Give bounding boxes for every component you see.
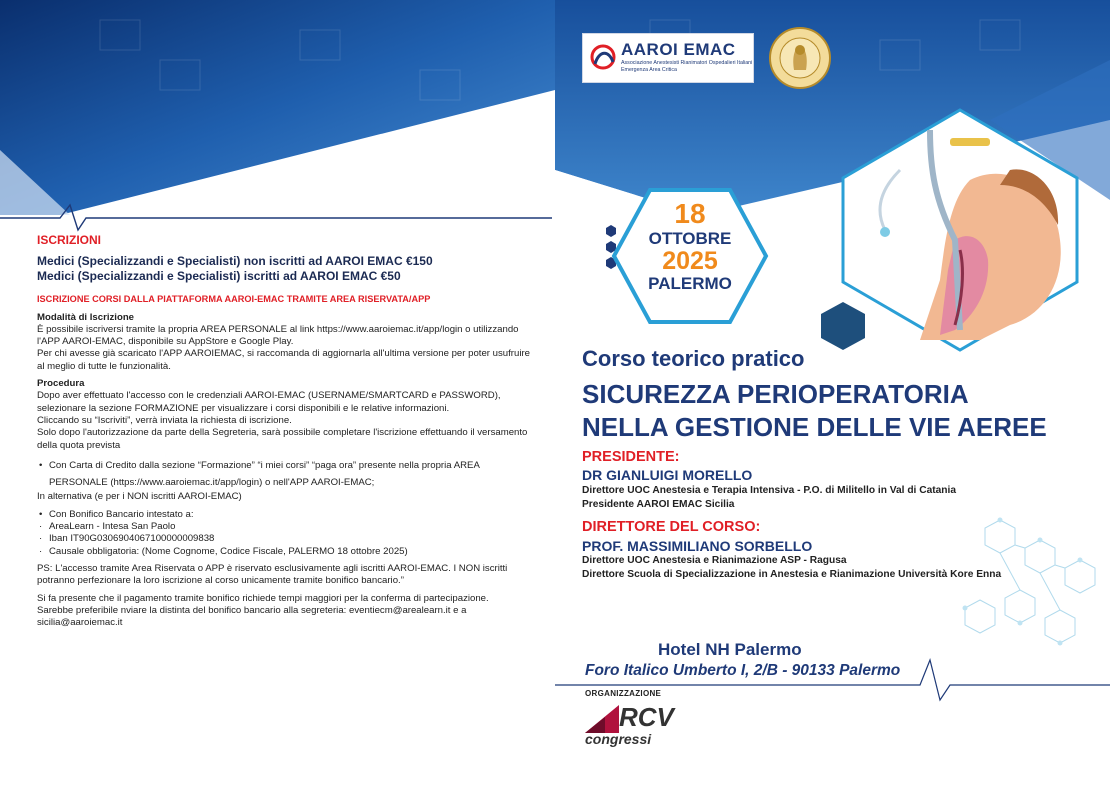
- procedura-text-3: Solo dopo l'autorizzazione da parte della Segreteria, sarà possibile completare l'iscrizione effettuando il versamento della quota prevista: [37, 427, 528, 451]
- president-line-2: Presidente AAROI EMAC Sicilia: [582, 499, 735, 510]
- venue-address: Foro Italico Umberto I, 2/B - 90133 Palermo: [585, 662, 901, 679]
- president-details: [582, 484, 956, 512]
- event-year: 2025: [662, 247, 718, 275]
- event-date: [620, 200, 760, 292]
- procedura-text-1: Dopo aver effettuato l'accesso con le credenziali AAROI-EMAC (USERNAME/SMARTCARD e PASSWORD), selezionare la sezione FORMAZIONE per visualizzare i corsi disponibili e le relative informazioni.: [37, 390, 501, 414]
- course-title: [582, 378, 1047, 444]
- navy-hexagon: [821, 302, 865, 350]
- event-city: PALERMO: [648, 274, 732, 293]
- payment-card-item: • Con Carta di Credito dalla sezione “Formazione” “i miei corsi” “paga ora” presente nella propria AREA PERSONALE (https://www.aaroiemac.it/app/login) o nell'APP AAROI-EMAC;: [37, 457, 537, 491]
- price-non-member: Medici (Specializzandi e Specialisti) non iscritti ad AAROI EMAC €150: [37, 254, 433, 269]
- president-role: PRESIDENTE:: [582, 449, 680, 465]
- director-line-2: Direttore Scuola di Specializzazione in Anestesia e Rianimazione Università Kore Enna: [582, 569, 1002, 580]
- procedura-title: Procedura: [37, 378, 85, 390]
- registration-panel: [37, 234, 537, 630]
- modalita-title: Modalità di Iscrizione: [37, 311, 135, 323]
- president-name: DR GIANLUIGI MORELLO: [582, 467, 753, 483]
- director-name: PROF. MASSIMILIANO SORBELLO: [582, 538, 813, 554]
- price-member: Medici (Specializzandi e Specialisti) iscritti ad AAROI EMAC €50: [37, 269, 401, 284]
- aaroi-emac-logo: [582, 33, 754, 83]
- rcv-logo-main: RCV: [619, 702, 674, 732]
- event-day: 18: [674, 198, 706, 229]
- university-seal: [768, 26, 832, 90]
- director-line-1: Direttore UOC Anestesia e Rianimazione ASP - Ragusa: [582, 555, 847, 566]
- aaroi-logo-name: AAROI EMAC: [621, 40, 736, 59]
- modalita-text-2: Per chi avesse già scaricato l'APP AAROIEMAC, si raccomanda di aggiornarla all'ultima versione per poter usufruire al meglio di tutte le funzionalità.: [37, 348, 530, 372]
- rcv-logo-sub: congressi: [585, 731, 652, 747]
- aaroi-logo-tagline-2: Emergenza Area Critica: [621, 67, 677, 73]
- event-month: OTTOBRE: [648, 229, 732, 248]
- aaroi-logo-tagline-1: Associazione Anestesisti Rianimatori Ospedalieri Italiani: [621, 60, 753, 66]
- alternative-note: In alternativa (e per i NON iscritti AAROI-EMAC): [37, 490, 242, 502]
- payment-transfer-item: • Con Bonifico Bancario intestato a:: [37, 508, 537, 521]
- course-subtitle: Corso teorico pratico: [582, 346, 805, 371]
- course-title-line-1: SICUREZZA PERIOPERATORIA: [582, 379, 969, 409]
- bank-item: · Iban IT90G0306904067100000009838: [37, 533, 537, 545]
- venue-hotel: Hotel NH Palermo: [658, 640, 802, 659]
- registration-heading: ISCRIZIONI: [37, 233, 102, 247]
- rcv-logo: [585, 703, 675, 751]
- director-details: [582, 554, 1001, 582]
- bank-item: · Causale obbligatoria: (Nome Cognome, Codice Fiscale, PALERMO 18 ottobre 2025): [37, 546, 537, 558]
- director-role: DIRETTORE DEL CORSO:: [582, 519, 761, 535]
- airway-illustration: [860, 130, 1065, 340]
- ps-note: PS: L'accesso tramite Area Riservata o APP è riservato esclusivamente agli iscritti AAROI-EMAC. I NON iscritti potranno perfezionare la loro iscrizione al corso unicamente tramite bonifico bancario.”: [37, 563, 508, 587]
- procedura-text-2: Cliccando su “Iscriviti”, verrà inviata la richiesta di iscrizione.: [37, 414, 292, 426]
- president-line-1: Direttore UOC Anestesia e Terapia Intensiva - P.O. di Militello in Val di Catania: [582, 485, 957, 496]
- organization-label: ORGANIZZAZIONE: [585, 689, 662, 698]
- aaroi-logo-icon: [589, 42, 617, 72]
- contact-note: Sarebbe preferibile nviare la distinta del bonifico bancario alla segreteria: eventiecm@arealearn.it e a sicilia@aaroiemac.it: [37, 604, 467, 629]
- rcv-logo-mark: [585, 705, 619, 733]
- bank-item: · AreaLearn - Intesa San Paolo: [37, 521, 537, 533]
- modalita-text-1: È possibile iscriversi tramite la propria AREA PERSONALE al link https://www.aaroiemac.it/app/login o utilizzando l'APP AAROI-EMAC, disponibile su AppStore e Google Play.: [37, 323, 519, 348]
- timing-note: Si fa presente che il pagamento tramite bonifico richiede tempi maggiori per la conferma di partecipazione.: [37, 592, 489, 604]
- platform-subheading: ISCRIZIONE CORSI DALLA PIATTAFORMA AAROI-EMAC TRAMITE AREA RISERVATA/APP: [37, 294, 431, 305]
- course-title-line-2: NELLA GESTIONE DELLE VIE AEREE: [582, 412, 1047, 442]
